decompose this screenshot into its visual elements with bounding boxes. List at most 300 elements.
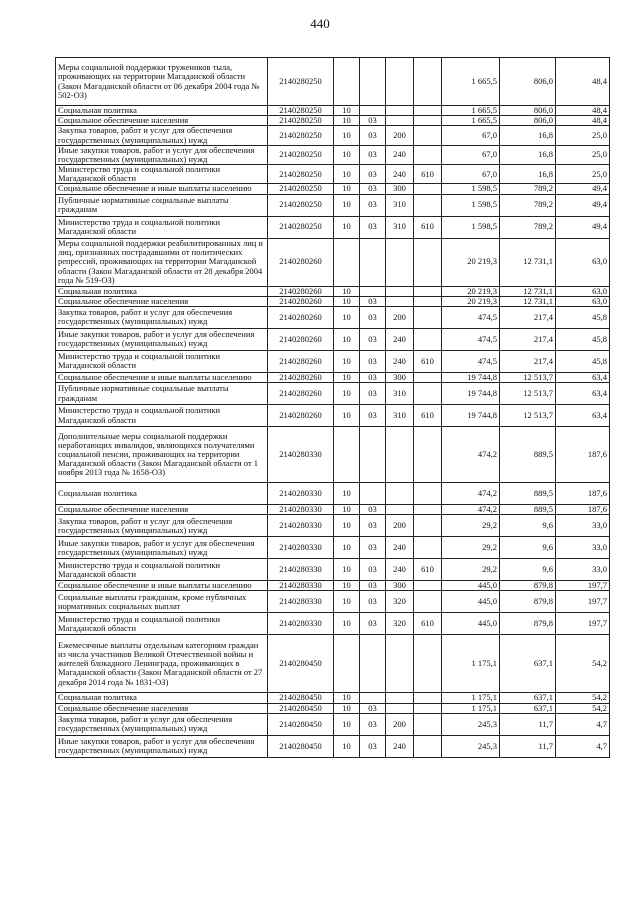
cell-done: 879,8 [500, 613, 556, 635]
cell-vr: 240 [386, 350, 414, 372]
cell-grbs [414, 145, 442, 164]
cell-pct: 63,0 [556, 296, 610, 306]
cell-done: 637,1 [500, 703, 556, 713]
cell-pr: 03 [360, 126, 386, 145]
cell-vr: 300 [386, 184, 414, 194]
cell-name: Министерство труда и социальной политики Магаданской области [56, 405, 268, 427]
cell-pct: 197,7 [556, 591, 610, 613]
cell-rz: 10 [334, 515, 360, 537]
cell-csr: 2140280250 [268, 184, 334, 194]
table-row [56, 703, 610, 713]
table-row [56, 559, 610, 581]
cell-csr: 2140280330 [268, 591, 334, 613]
table-row [56, 238, 610, 286]
cell-grbs [414, 591, 442, 613]
cell-name: Закупка товаров, работ и услуг для обеспечения государственных (муниципальных) нужд [56, 515, 268, 537]
cell-done: 12 731,1 [500, 296, 556, 306]
cell-plan: 474,5 [442, 350, 500, 372]
cell-name: Министерство труда и социальной политики Магаданской области [56, 350, 268, 372]
cell-rz: 10 [334, 145, 360, 164]
cell-vr: 200 [386, 713, 414, 735]
cell-vr: 320 [386, 613, 414, 635]
cell-done: 789,2 [500, 194, 556, 216]
cell-done: 12 731,1 [500, 238, 556, 286]
cell-vr: 240 [386, 328, 414, 350]
cell-name: Социальное обеспечение населения [56, 703, 268, 713]
cell-csr: 2140280250 [268, 165, 334, 184]
cell-name: Социальная политика [56, 286, 268, 296]
cell-rz: 10 [334, 306, 360, 328]
cell-csr: 2140280330 [268, 515, 334, 537]
cell-vr: 240 [386, 735, 414, 757]
cell-name: Ежемесячные выплаты отдельным категориям граждан из числа участников Великой Отечественной войны и жителей блокадного Ленинграда, проживающих в Магаданской области (Закон Магаданской области от 27 декабря 2014 года № 1831-ОЗ) [56, 635, 268, 693]
cell-pct: 187,6 [556, 427, 610, 483]
cell-csr: 2140280250 [268, 216, 334, 238]
cell-plan: 29,2 [442, 515, 500, 537]
cell-plan: 1 598,5 [442, 216, 500, 238]
cell-grbs [414, 427, 442, 483]
cell-name: Публичные нормативные социальные выплаты гражданам [56, 194, 268, 216]
cell-vr [386, 296, 414, 306]
cell-done: 16,8 [500, 165, 556, 184]
cell-name: Социальная политика [56, 693, 268, 703]
cell-done: 217,4 [500, 350, 556, 372]
cell-vr [386, 286, 414, 296]
cell-grbs [414, 483, 442, 505]
cell-plan: 1 175,1 [442, 703, 500, 713]
cell-pct: 187,6 [556, 483, 610, 505]
cell-plan: 1 598,5 [442, 194, 500, 216]
cell-rz: 10 [334, 505, 360, 515]
cell-done: 806,0 [500, 58, 556, 106]
cell-pct: 63,4 [556, 372, 610, 382]
cell-done: 9,6 [500, 559, 556, 581]
cell-csr: 2140280260 [268, 328, 334, 350]
cell-csr: 2140280250 [268, 58, 334, 106]
table-row [56, 635, 610, 693]
cell-pr: 03 [360, 145, 386, 164]
cell-vr [386, 483, 414, 505]
cell-vr [386, 635, 414, 693]
cell-done: 11,7 [500, 713, 556, 735]
cell-csr: 2140280250 [268, 194, 334, 216]
cell-pct: 25,0 [556, 145, 610, 164]
cell-rz: 10 [334, 559, 360, 581]
cell-vr [386, 238, 414, 286]
cell-csr: 2140280250 [268, 106, 334, 116]
cell-rz [334, 58, 360, 106]
cell-rz [334, 635, 360, 693]
cell-csr: 2140280330 [268, 581, 334, 591]
cell-pr [360, 58, 386, 106]
budget-table [55, 57, 610, 758]
cell-csr: 2140280250 [268, 145, 334, 164]
table-row [56, 58, 610, 106]
cell-grbs [414, 735, 442, 757]
cell-pct: 48,4 [556, 106, 610, 116]
page-number: 440 [310, 16, 330, 31]
cell-grbs: 610 [414, 559, 442, 581]
cell-rz: 10 [334, 713, 360, 735]
cell-csr: 2140280330 [268, 505, 334, 515]
cell-vr [386, 505, 414, 515]
cell-pct: 25,0 [556, 126, 610, 145]
cell-vr: 310 [386, 405, 414, 427]
cell-name: Иные закупки товаров, работ и услуг для обеспечения государственных (муниципальных) нужд [56, 145, 268, 164]
cell-csr: 2140280450 [268, 635, 334, 693]
cell-done: 217,4 [500, 328, 556, 350]
cell-pr [360, 286, 386, 296]
cell-plan: 20 219,3 [442, 238, 500, 286]
cell-pr: 03 [360, 383, 386, 405]
cell-done: 12 513,7 [500, 383, 556, 405]
table-row [56, 515, 610, 537]
table-row [56, 165, 610, 184]
cell-name: Закупка товаров, работ и услуг для обеспечения государственных (муниципальных) нужд [56, 306, 268, 328]
cell-pr: 03 [360, 165, 386, 184]
cell-rz: 10 [334, 328, 360, 350]
cell-csr: 2140280330 [268, 559, 334, 581]
cell-plan: 20 219,3 [442, 286, 500, 296]
cell-grbs [414, 116, 442, 126]
cell-grbs [414, 238, 442, 286]
cell-rz: 10 [334, 165, 360, 184]
cell-pr [360, 693, 386, 703]
cell-plan: 67,0 [442, 145, 500, 164]
cell-done: 12 731,1 [500, 286, 556, 296]
cell-done: 637,1 [500, 635, 556, 693]
cell-rz: 10 [334, 106, 360, 116]
table-row [56, 216, 610, 238]
cell-pr [360, 483, 386, 505]
cell-name: Меры социальной поддержки тружеников тыла, проживающих на территории Магаданской области (Закон Магаданской области от 06 декабря 2004 года № 502-ОЗ) [56, 58, 268, 106]
cell-name: Закупка товаров, работ и услуг для обеспечения государственных (муниципальных) нужд [56, 713, 268, 735]
table-row [56, 591, 610, 613]
cell-done: 9,6 [500, 515, 556, 537]
cell-done: 879,8 [500, 591, 556, 613]
cell-pr: 03 [360, 216, 386, 238]
cell-name: Социальная политика [56, 483, 268, 505]
cell-pct: 187,6 [556, 505, 610, 515]
cell-done: 9,6 [500, 537, 556, 559]
cell-vr: 300 [386, 372, 414, 382]
cell-plan: 1 175,1 [442, 693, 500, 703]
cell-grbs: 610 [414, 405, 442, 427]
cell-plan: 1 665,5 [442, 58, 500, 106]
cell-pct: 45,8 [556, 306, 610, 328]
cell-vr: 240 [386, 165, 414, 184]
cell-plan: 29,2 [442, 537, 500, 559]
cell-rz: 10 [334, 116, 360, 126]
cell-rz: 10 [334, 693, 360, 703]
cell-plan: 445,0 [442, 581, 500, 591]
cell-done: 789,2 [500, 216, 556, 238]
cell-name: Меры социальной поддержки реабилитированных лиц и лиц, признанных пострадавшими от политических репрессий, проживающих на территории Магаданской области (Закон Магаданской области от 28 декабря 2004 года № 519-ОЗ) [56, 238, 268, 286]
cell-plan: 1 175,1 [442, 635, 500, 693]
table-row [56, 613, 610, 635]
cell-pct: 49,4 [556, 194, 610, 216]
cell-plan: 474,5 [442, 328, 500, 350]
cell-pr: 03 [360, 350, 386, 372]
cell-rz: 10 [334, 405, 360, 427]
cell-csr: 2140280260 [268, 350, 334, 372]
cell-vr: 200 [386, 515, 414, 537]
cell-pr: 03 [360, 581, 386, 591]
table-row [56, 296, 610, 306]
cell-csr: 2140280330 [268, 483, 334, 505]
table-row [56, 383, 610, 405]
cell-pr: 03 [360, 735, 386, 757]
cell-pr: 03 [360, 703, 386, 713]
cell-rz: 10 [334, 194, 360, 216]
cell-pr: 03 [360, 405, 386, 427]
table-row [56, 116, 610, 126]
cell-csr: 2140280450 [268, 713, 334, 735]
cell-csr: 2140280250 [268, 116, 334, 126]
cell-rz: 10 [334, 126, 360, 145]
cell-grbs [414, 537, 442, 559]
cell-done: 637,1 [500, 693, 556, 703]
cell-pct: 4,7 [556, 735, 610, 757]
cell-name: Социальное обеспечение и иные выплаты населению [56, 372, 268, 382]
cell-grbs [414, 713, 442, 735]
cell-vr: 200 [386, 306, 414, 328]
cell-pct: 49,4 [556, 216, 610, 238]
cell-pr: 03 [360, 328, 386, 350]
cell-pr: 03 [360, 613, 386, 635]
cell-name: Социальные выплаты гражданам, кроме публичных нормативных социальных выплат [56, 591, 268, 613]
table-row [56, 194, 610, 216]
cell-csr: 2140280260 [268, 306, 334, 328]
cell-pr: 03 [360, 372, 386, 382]
cell-vr: 320 [386, 591, 414, 613]
cell-csr: 2140280450 [268, 693, 334, 703]
cell-plan: 474,5 [442, 306, 500, 328]
cell-name: Иные закупки товаров, работ и услуг для обеспечения государственных (муниципальных) нужд [56, 328, 268, 350]
cell-pct: 63,4 [556, 405, 610, 427]
cell-rz: 10 [334, 372, 360, 382]
cell-done: 889,5 [500, 427, 556, 483]
cell-pct: 45,8 [556, 328, 610, 350]
cell-vr: 240 [386, 145, 414, 164]
cell-pct: 48,4 [556, 116, 610, 126]
table-row [56, 126, 610, 145]
cell-pr: 03 [360, 194, 386, 216]
cell-plan: 474,2 [442, 505, 500, 515]
cell-rz: 10 [334, 216, 360, 238]
cell-vr: 310 [386, 194, 414, 216]
cell-csr: 2140280450 [268, 735, 334, 757]
cell-pct: 54,2 [556, 635, 610, 693]
cell-name: Закупка товаров, работ и услуг для обеспечения государственных (муниципальных) нужд [56, 126, 268, 145]
cell-done: 12 513,7 [500, 372, 556, 382]
cell-rz: 10 [334, 350, 360, 372]
table-row [56, 372, 610, 382]
cell-rz: 10 [334, 184, 360, 194]
cell-csr: 2140280450 [268, 703, 334, 713]
table-row [56, 693, 610, 703]
cell-plan: 445,0 [442, 591, 500, 613]
cell-grbs [414, 328, 442, 350]
cell-pct: 63,0 [556, 286, 610, 296]
cell-name: Социальное обеспечение и иные выплаты населению [56, 581, 268, 591]
cell-pct: 33,0 [556, 537, 610, 559]
cell-plan: 19 744,8 [442, 383, 500, 405]
cell-grbs: 610 [414, 350, 442, 372]
cell-name: Дополнительные меры социальной поддержки неработающих инвалидов, являющихся получателями социальной пенсии, проживающих на территории Магаданской области (Закон Магаданской области от 1 ноября 2013 года № 1658-ОЗ) [56, 427, 268, 483]
cell-csr: 2140280260 [268, 296, 334, 306]
cell-rz: 10 [334, 483, 360, 505]
cell-grbs [414, 306, 442, 328]
cell-pr: 03 [360, 713, 386, 735]
cell-plan: 67,0 [442, 165, 500, 184]
cell-plan: 67,0 [442, 126, 500, 145]
cell-vr: 310 [386, 383, 414, 405]
cell-vr [386, 106, 414, 116]
cell-done: 11,7 [500, 735, 556, 757]
cell-done: 889,5 [500, 505, 556, 515]
table-row [56, 145, 610, 164]
cell-name: Социальное обеспечение и иные выплаты населению [56, 184, 268, 194]
cell-grbs [414, 635, 442, 693]
cell-done: 789,2 [500, 184, 556, 194]
cell-rz [334, 238, 360, 286]
cell-done: 806,0 [500, 116, 556, 126]
cell-plan: 1 665,5 [442, 116, 500, 126]
cell-pr: 03 [360, 515, 386, 537]
cell-pr: 03 [360, 559, 386, 581]
cell-csr: 2140280260 [268, 372, 334, 382]
cell-pct: 63,0 [556, 238, 610, 286]
cell-pct: 33,0 [556, 515, 610, 537]
cell-name: Министерство труда и социальной политики Магаданской области [56, 216, 268, 238]
cell-vr [386, 116, 414, 126]
cell-csr: 2140280330 [268, 537, 334, 559]
cell-done: 16,8 [500, 126, 556, 145]
cell-rz: 10 [334, 703, 360, 713]
cell-vr: 300 [386, 581, 414, 591]
cell-grbs [414, 296, 442, 306]
cell-done: 806,0 [500, 106, 556, 116]
cell-name: Министерство труда и социальной политики Магаданской области [56, 559, 268, 581]
cell-vr [386, 703, 414, 713]
cell-grbs [414, 581, 442, 591]
cell-plan: 1 665,5 [442, 106, 500, 116]
cell-rz: 10 [334, 581, 360, 591]
cell-pr: 03 [360, 306, 386, 328]
cell-vr: 240 [386, 537, 414, 559]
cell-plan: 19 744,8 [442, 405, 500, 427]
cell-rz: 10 [334, 735, 360, 757]
table-row [56, 735, 610, 757]
cell-grbs [414, 286, 442, 296]
table-row [56, 106, 610, 116]
cell-plan: 245,3 [442, 713, 500, 735]
cell-pct: 197,7 [556, 613, 610, 635]
cell-pr: 03 [360, 184, 386, 194]
cell-csr: 2140280330 [268, 427, 334, 483]
table-row [56, 184, 610, 194]
cell-pct: 4,7 [556, 713, 610, 735]
cell-grbs: 610 [414, 165, 442, 184]
cell-rz [334, 427, 360, 483]
cell-name: Министерство труда и социальной политики Магаданской области [56, 613, 268, 635]
cell-done: 12 513,7 [500, 405, 556, 427]
cell-grbs [414, 194, 442, 216]
cell-pr [360, 106, 386, 116]
cell-grbs [414, 184, 442, 194]
cell-grbs: 610 [414, 613, 442, 635]
cell-pr [360, 427, 386, 483]
cell-name: Социальное обеспечение населения [56, 296, 268, 306]
cell-grbs [414, 383, 442, 405]
cell-done: 879,8 [500, 581, 556, 591]
cell-grbs [414, 106, 442, 116]
cell-rz: 10 [334, 383, 360, 405]
cell-csr: 2140280330 [268, 613, 334, 635]
cell-pct: 45,8 [556, 350, 610, 372]
cell-vr [386, 58, 414, 106]
cell-vr: 200 [386, 126, 414, 145]
cell-pct: 63,4 [556, 383, 610, 405]
cell-rz: 10 [334, 286, 360, 296]
cell-done: 889,5 [500, 483, 556, 505]
cell-done: 217,4 [500, 306, 556, 328]
cell-grbs [414, 58, 442, 106]
cell-pr [360, 635, 386, 693]
cell-grbs [414, 703, 442, 713]
cell-plan: 1 598,5 [442, 184, 500, 194]
cell-plan: 29,2 [442, 559, 500, 581]
cell-pr: 03 [360, 591, 386, 613]
cell-grbs: 610 [414, 216, 442, 238]
cell-rz: 10 [334, 296, 360, 306]
cell-pr: 03 [360, 537, 386, 559]
cell-rz: 10 [334, 613, 360, 635]
cell-pct: 48,4 [556, 58, 610, 106]
cell-pct: 197,7 [556, 581, 610, 591]
cell-grbs [414, 515, 442, 537]
cell-pct: 25,0 [556, 165, 610, 184]
table-row [56, 505, 610, 515]
cell-pr: 03 [360, 116, 386, 126]
cell-name: Министерство труда и социальной политики Магаданской области [56, 165, 268, 184]
cell-rz: 10 [334, 591, 360, 613]
cell-plan: 20 219,3 [442, 296, 500, 306]
cell-plan: 445,0 [442, 613, 500, 635]
table-row [56, 427, 610, 483]
cell-grbs [414, 693, 442, 703]
cell-grbs [414, 126, 442, 145]
cell-pr: 03 [360, 296, 386, 306]
cell-plan: 474,2 [442, 427, 500, 483]
cell-grbs [414, 372, 442, 382]
table-row [56, 483, 610, 505]
cell-pct: 54,2 [556, 693, 610, 703]
table-row [56, 537, 610, 559]
cell-pct: 49,4 [556, 184, 610, 194]
cell-vr: 240 [386, 559, 414, 581]
cell-csr: 2140280260 [268, 383, 334, 405]
cell-done: 16,8 [500, 145, 556, 164]
cell-csr: 2140280260 [268, 286, 334, 296]
cell-grbs [414, 505, 442, 515]
table-row [56, 350, 610, 372]
cell-name: Социальное обеспечение населения [56, 505, 268, 515]
cell-pct: 33,0 [556, 559, 610, 581]
table-row [56, 328, 610, 350]
cell-plan: 474,2 [442, 483, 500, 505]
